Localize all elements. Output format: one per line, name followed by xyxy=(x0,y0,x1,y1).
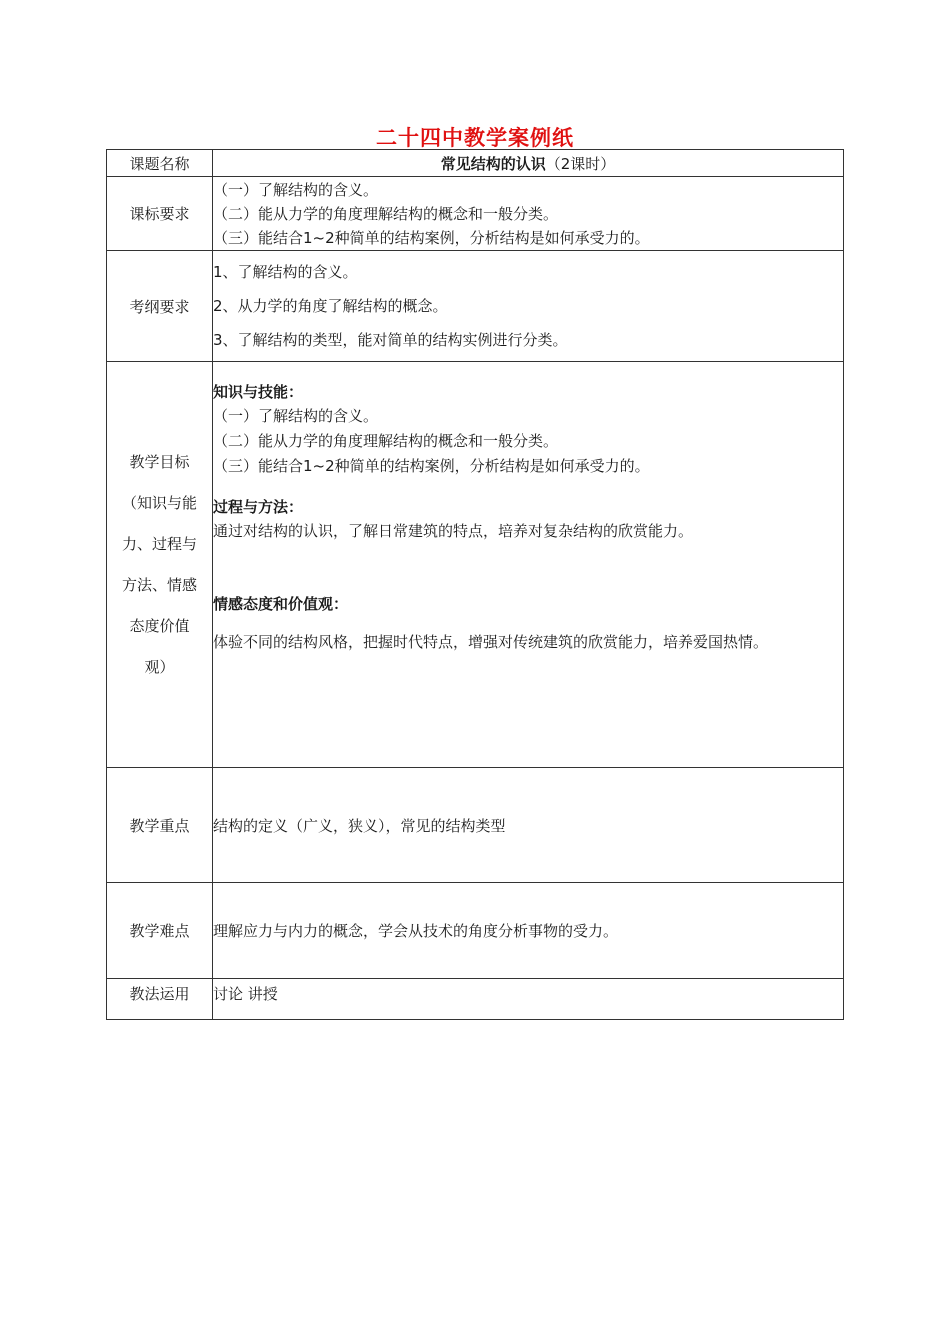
list-item: （二）能从力学的角度理解结构的概念和一般分类。 xyxy=(213,432,559,450)
table-row-difficult-points xyxy=(107,883,844,979)
list-item: （二）能从力学的角度理解结构的概念和一般分类。 xyxy=(213,204,559,223)
curriculum-standard-cell xyxy=(213,177,844,251)
list-item: （三）能结合1~2种简单的结构案例，分析结构是如何承受力的。 xyxy=(213,457,650,475)
table-row-curriculum-standard xyxy=(107,177,844,251)
emotion-text: 体验不同的结构风格，把握时代特点，增强对传统建筑的欣赏能力，培养爱国热情。 xyxy=(213,633,769,651)
knowledge-heading: 知识与技能： xyxy=(213,383,304,401)
course-title-cell xyxy=(213,150,844,177)
key-points-cell: 结构的定义（广义，狭义），常见的结构类型 xyxy=(213,768,844,883)
table-row-key-points xyxy=(107,768,844,883)
label-difficult-points: 教学难点 xyxy=(107,883,213,979)
list-item: （一）了解结构的含义。 xyxy=(213,407,379,425)
list-item: 2、从力学的角度了解结构的概念。 xyxy=(213,297,448,315)
table-row-exam-outline xyxy=(107,251,844,362)
process-text: 通过对结构的认识，了解日常建筑的特点，培养对复杂结构的欣赏能力。 xyxy=(213,522,694,540)
label-teaching-goals xyxy=(107,362,213,768)
course-title: 常见结构的认识 xyxy=(440,154,546,173)
page-title: 二十四中教学案例纸 xyxy=(376,126,574,150)
list-item: 1、了解结构的含义。 xyxy=(213,263,358,281)
label-line: （知识与能 xyxy=(121,493,197,512)
list-item: （三）能结合1~2种简单的结构案例，分析结构是如何承受力的。 xyxy=(213,228,650,247)
lesson-plan-table xyxy=(106,149,844,1020)
table-row-teaching-goals xyxy=(107,362,844,768)
label-line: 力、过程与 xyxy=(121,534,197,553)
label-teaching-methods: 教法运用 xyxy=(107,979,213,1020)
label-line: 态度价值 xyxy=(129,616,190,635)
teaching-methods-cell: 讨论 讲授 xyxy=(213,979,844,1020)
emotion-heading: 情感态度和价值观： xyxy=(213,595,349,613)
list-item: 3、了解结构的类型，能对简单的结构实例进行分类。 xyxy=(213,331,568,349)
course-hours: （2课时） xyxy=(545,154,616,173)
difficult-points-cell: 理解应力与内力的概念，学会从技术的角度分析事物的受力。 xyxy=(213,883,844,979)
process-heading: 过程与方法： xyxy=(213,498,304,516)
label-key-points: 教学重点 xyxy=(107,768,213,883)
exam-outline-cell xyxy=(213,251,844,362)
label-line: 教学目标 xyxy=(129,452,190,471)
label-line: 观） xyxy=(144,657,175,676)
teaching-goals-cell xyxy=(213,362,844,768)
label-curriculum-standard: 课标要求 xyxy=(107,177,213,251)
table-row-teaching-methods xyxy=(107,979,844,1020)
label-line: 方法、情感 xyxy=(121,575,197,594)
label-course-name: 课题名称 xyxy=(107,150,213,177)
table-row-title xyxy=(107,150,844,177)
label-exam-outline: 考纲要求 xyxy=(107,251,213,362)
list-item: （一）了解结构的含义。 xyxy=(213,180,379,199)
